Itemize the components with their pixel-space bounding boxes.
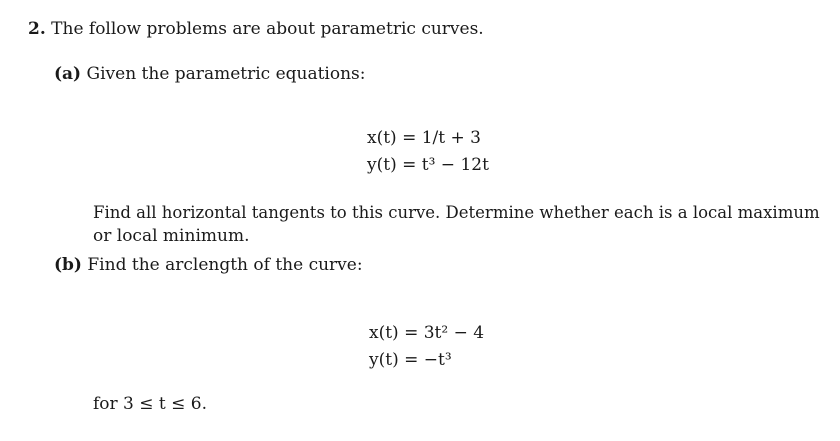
part-a-label: (a) <box>54 64 82 84</box>
problem-intro: The follow problems are about parametric curves. <box>51 19 484 39</box>
part-a-equation-x: x(t) = 1/t + 3 <box>367 128 481 148</box>
part-b-equation-y: y(t) = −t³ <box>369 350 452 370</box>
part-b-heading <box>54 254 363 276</box>
part-a-instruction-line2: or local minimum. <box>93 226 250 246</box>
part-a-prompt: Given the parametric equations: <box>86 64 366 84</box>
part-b-range: for 3 ≤ t ≤ 6. <box>93 394 208 414</box>
problem-number: 2. <box>28 19 46 39</box>
part-b-label: (b) <box>54 255 82 275</box>
part-b-equation-x: x(t) = 3t² − 4 <box>369 323 485 343</box>
problem-header <box>28 18 484 40</box>
part-a-heading <box>54 63 366 85</box>
part-a-equation-y: y(t) = t³ − 12t <box>367 155 489 175</box>
part-b-prompt: Find the arclength of the curve: <box>87 255 363 275</box>
part-a-instruction-line1: Find all horizontal tangents to this curve. Determine whether each is a local maximum <box>93 203 820 222</box>
